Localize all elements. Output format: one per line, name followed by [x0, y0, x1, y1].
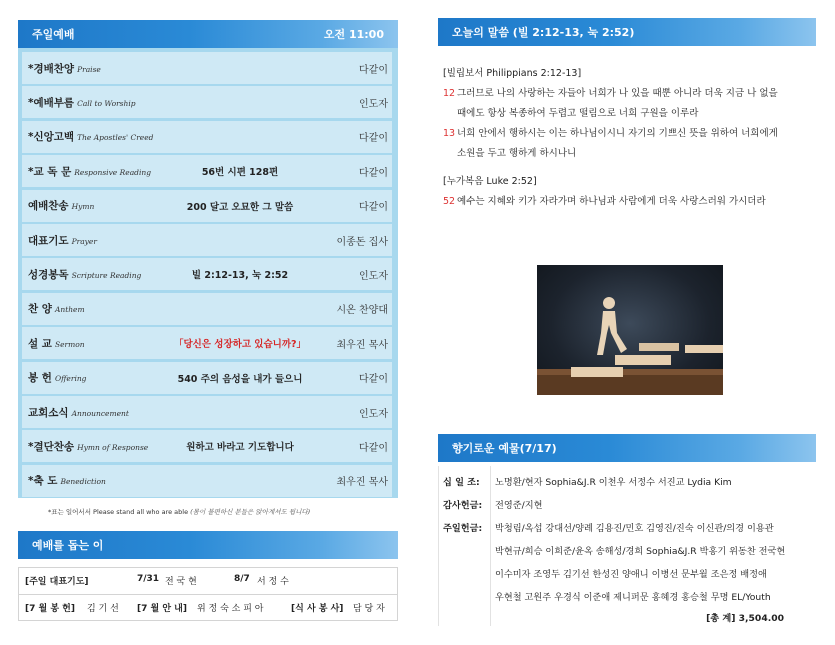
- order-item-korean: *신앙고백: [28, 131, 75, 144]
- order-item-leader: 최우진 목사: [336, 477, 388, 489]
- order-item-name: [22, 370, 156, 385]
- philippians-ref: [빌립보서 Philippians 2:12-13]: [443, 68, 582, 79]
- serve-title: 예배를 돕는 이: [32, 539, 104, 552]
- verse-52-number: 52: [443, 196, 456, 207]
- serve-table: [18, 567, 398, 621]
- standing-note-italic: (몸이 불편하신 분들은 앉아계셔도 됩니다): [190, 508, 311, 516]
- order-item-korean: 대표기도: [28, 234, 69, 247]
- sunday-label: 주일헌금:: [443, 523, 483, 534]
- verse-52: [443, 192, 813, 212]
- verse-13-line-2: 소원을 두고 행하게 하시나니: [457, 148, 577, 159]
- total-amount: [총 계] 3,504.00: [706, 613, 784, 624]
- order-item-english: Hymn: [71, 202, 95, 212]
- verse-12-number: 12: [443, 88, 456, 99]
- order-row: [22, 396, 392, 428]
- order-item-english: Prayer: [71, 236, 97, 246]
- rep-prayer-date-2: 8/7: [234, 574, 250, 584]
- order-item-korean: 예배찬송: [28, 200, 69, 213]
- sunday-names-3: 이수미자 조영두 김기선 한성진 양애니 이병선 문부월 조은정 배정애: [495, 569, 767, 580]
- order-item-leader: 인도자: [359, 408, 388, 420]
- standing-note: [48, 507, 310, 516]
- order-item-english: Anthem: [54, 305, 85, 315]
- order-item-korean: *예배부름: [28, 96, 75, 109]
- order-item-leader: 인도자: [359, 98, 388, 110]
- order-item-english: Hymn of Response: [77, 442, 149, 452]
- word-header: [438, 18, 816, 46]
- order-item-english: Scripture Reading: [71, 270, 142, 280]
- worship-title: 주일예배: [32, 28, 75, 41]
- order-item-name: [22, 405, 156, 420]
- verse-13-line-1: 너희 안에서 행하시는 이는 하나님이시니 자기의 기쁘신 뜻을 위하여 너희에게: [457, 128, 778, 139]
- order-item-korean: *결단찬송: [28, 440, 75, 453]
- order-item-name: [22, 61, 156, 76]
- order-item-english: Responsive Reading: [74, 167, 152, 177]
- order-item-korean: *경배찬양: [28, 62, 75, 75]
- order-row: [22, 190, 392, 222]
- verse-13: [443, 124, 813, 164]
- verse-52-text: 예수는 지혜와 키가 자라가며 하나님과 사람에게 더욱 사랑스러워 가시더라: [457, 196, 766, 207]
- order-item-detail: 원하고 바라고 기도합니다: [186, 442, 294, 454]
- standing-note-text: *표는 일어서서 Please stand all who are able: [48, 508, 189, 516]
- order-item-name: [22, 198, 156, 213]
- order-item-english: The Apostles' Creed: [77, 133, 154, 143]
- offering-header: [438, 434, 816, 462]
- order-row: [22, 155, 392, 187]
- order-item-leader: 시온 찬양대: [336, 305, 388, 317]
- order-item-english: Call to Worship: [77, 98, 136, 108]
- luke-ref: [누가복음 Luke 2:52]: [443, 176, 537, 187]
- order-item-english: Benediction: [60, 477, 106, 487]
- order-item-english: Praise: [77, 64, 101, 74]
- order-row: [22, 465, 392, 497]
- order-item-korean: *축 도: [28, 475, 58, 488]
- worship-time: 오전 11:00: [323, 28, 384, 41]
- order-item-leader: 다같이: [359, 202, 388, 214]
- order-item-leader: 다같이: [359, 64, 388, 76]
- order-row: [22, 430, 392, 462]
- order-item-leader: 이종돈 집사: [336, 236, 388, 248]
- order-item-english: Sermon: [54, 339, 85, 349]
- order-item-name: [22, 164, 156, 179]
- july-usher-label: [7 월 안 내]: [137, 604, 187, 614]
- meal-service-name: 담 당 자: [353, 604, 385, 614]
- sunday-names-2: 박현규/희승 이희준/윤옥 송해성/경희 Sophia&J.R 박홍기 위동찬 전국현: [495, 546, 786, 557]
- order-item-detail: 빌 2:12-13, 눅 2:52: [191, 270, 289, 282]
- rep-prayer-date-1: 7/31: [137, 574, 160, 584]
- offering-table: [438, 466, 816, 626]
- sunday-names-4: 우현철 고원주 우경식 이준애 제니퍼문 홍혜경 홍승철 무명 EL/Youth: [495, 592, 771, 603]
- order-item-detail: 56번 시편 128편: [201, 167, 279, 179]
- order-item-korean: 교회소식: [28, 406, 69, 419]
- order-item-korean: 설 교: [28, 337, 52, 350]
- growth-steps-image: [537, 265, 723, 395]
- rep-prayer-label: [주일 대표기도]: [25, 577, 89, 587]
- verse-13-number: 13: [443, 128, 456, 139]
- order-item-leader: 다같이: [359, 374, 388, 386]
- order-row: [22, 362, 392, 394]
- order-item-name: [22, 439, 156, 454]
- july-offering-label: [7 월 봉 헌]: [25, 604, 75, 614]
- order-item-korean: 찬 양: [28, 303, 52, 316]
- order-item-english: Announcement: [71, 408, 129, 418]
- rep-prayer-name-2: 서 정 수: [257, 577, 289, 587]
- order-item-name: [22, 473, 156, 488]
- order-item-name: [22, 336, 156, 351]
- order-row: [22, 86, 392, 118]
- order-item-name: [22, 95, 156, 110]
- order-item-english: Offering: [54, 374, 87, 384]
- order-row: [22, 327, 392, 359]
- order-row: [22, 258, 392, 290]
- scripture-block: [443, 64, 813, 212]
- serve-header: [18, 531, 398, 559]
- tithe-names: 노명환/현자 Sophia&J.R 이천우 서정수 서진교 Lydia Kim: [495, 477, 732, 488]
- sunday-names-1: 박청림/옥섭 강대선/양례 김용진/민호 김영진/진숙 이신관/의경 이용관: [495, 523, 774, 534]
- thanks-names: 전영준/지현: [495, 500, 543, 511]
- order-item-name: [22, 129, 156, 144]
- order-item-name: [22, 301, 156, 316]
- order-item-korean: *교 독 문: [28, 165, 72, 178]
- order-item-detail: 540 주의 음성을 내가 들으니: [177, 373, 303, 385]
- order-row: [22, 293, 392, 325]
- verse-12-line-1: 그러므로 나의 사랑하는 자들아 너희가 나 있을 때뿐 아니라 더욱 지금 나 없을: [457, 88, 778, 99]
- order-item-detail: 200 달고 오묘한 그 말씀: [186, 201, 294, 213]
- order-row: [22, 121, 392, 153]
- july-usher-name: 위 정 숙 소 피 아: [197, 604, 264, 614]
- tithe-label: 십 일 조:: [443, 477, 480, 488]
- word-title: 오늘의 말씀 (빌 2:12-13, 눅 2:52): [452, 26, 635, 39]
- verse-12-line-2: 때에도 항상 복종하여 두렵고 떨림으로 너희 구원을 이루라: [457, 108, 699, 119]
- order-item-detail: 「당신은 성장하고 있습니까?」: [173, 339, 307, 351]
- order-item-korean: 봉 헌: [28, 372, 52, 385]
- order-row: [22, 52, 392, 84]
- order-row: [22, 224, 392, 256]
- rep-prayer-name-1: 전 국 현: [165, 577, 197, 587]
- order-item-leader: 인도자: [359, 270, 388, 282]
- order-item-korean: 성경봉독: [28, 268, 69, 281]
- worship-header: [18, 20, 398, 48]
- order-item-leader: 최우진 목사: [336, 339, 388, 351]
- verse-12: [443, 84, 813, 124]
- july-offering-name: 김 기 선: [87, 604, 119, 614]
- order-item-name: [22, 267, 156, 282]
- order-item-leader: 다같이: [359, 167, 388, 179]
- meal-service-label: [식 사 봉 사]: [291, 604, 344, 614]
- worship-order-table: [18, 48, 398, 498]
- order-item-leader: 다같이: [359, 442, 388, 454]
- order-item-name: [22, 233, 156, 248]
- thanks-label: 감사헌금:: [443, 500, 483, 511]
- offering-title: 향기로운 예물(7/17): [452, 442, 557, 455]
- order-item-leader: 다같이: [359, 133, 388, 145]
